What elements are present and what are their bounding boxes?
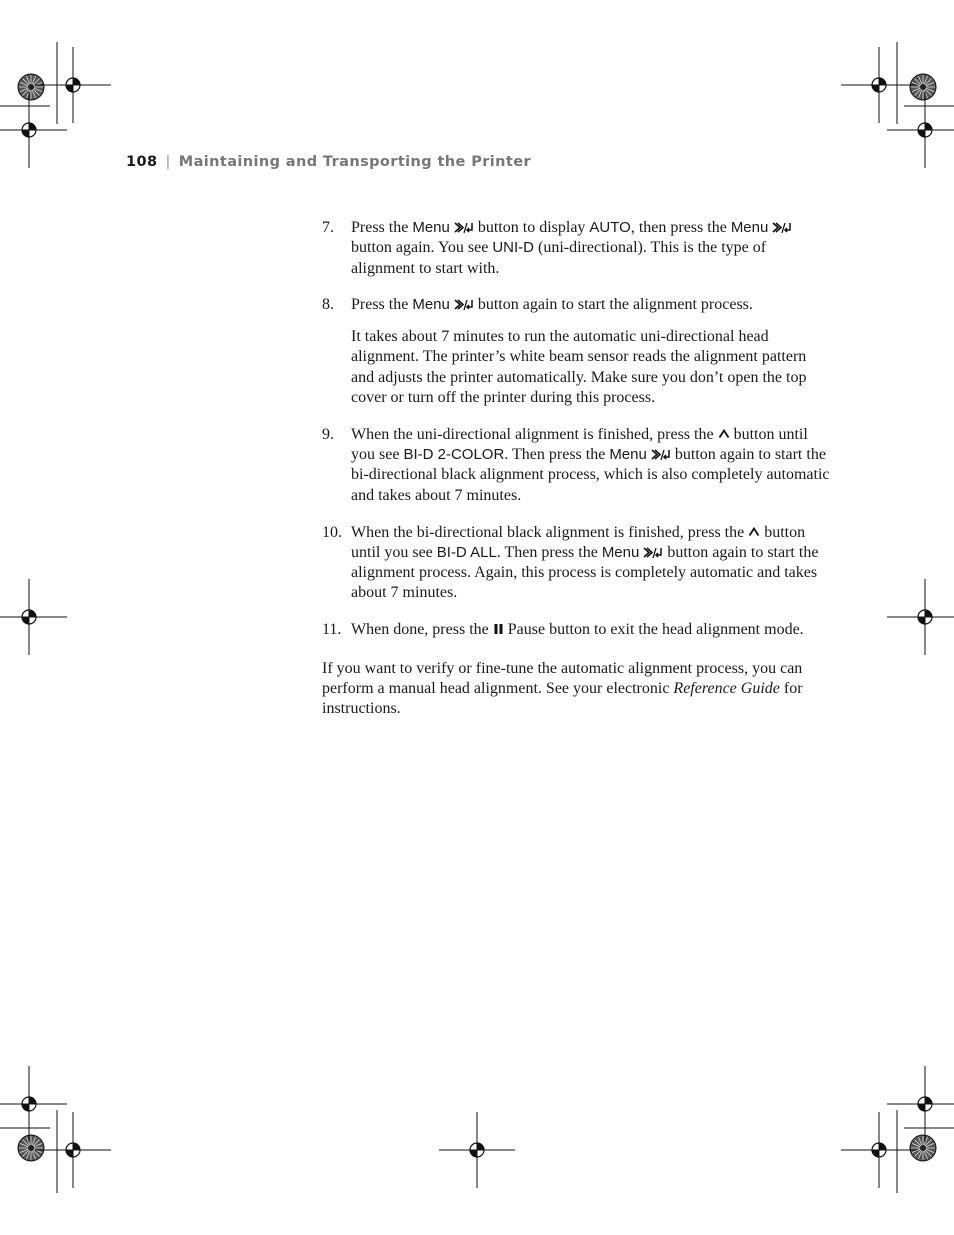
step-7 (322, 218, 832, 279)
step-number: 7. (322, 219, 334, 236)
closing-paragraph: If you want to verify or fine-tune the automatic alignment process, you can perform a manual head alignment. See your electronic Reference Guide for instructions. (322, 659, 803, 718)
up-arrow-icon (748, 526, 760, 538)
step-11 (322, 620, 832, 640)
pause-icon (493, 623, 504, 635)
running-header (126, 154, 531, 170)
step-8 (322, 295, 832, 408)
step-text: When the uni-directional alignment is finished, press the button until you see BI-D 2-COLOR. Then press the Menu button again to start the bi-directional black alignment process, which is also completely automatic and takes about 7 minutes. (351, 425, 830, 504)
step-number: 8. (322, 296, 334, 314)
bi-d-2-color-label: BI-D 2-COLOR (403, 446, 505, 464)
page-number: 108 (126, 154, 158, 170)
menu-enter-icon (772, 221, 792, 234)
menu-enter-icon (651, 448, 671, 461)
menu-label: Menu (609, 446, 647, 464)
auto-label: AUTO (589, 219, 631, 236)
menu-enter-icon (454, 221, 474, 234)
step-number: 11. (322, 621, 342, 639)
up-arrow-icon (718, 428, 730, 440)
step-text: Press the Menu button to display AUTO, then press the Menu button again. You see UNI-D (uni-directional). This is the type of alignment to start with. (351, 218, 832, 279)
menu-enter-icon (454, 298, 474, 311)
step-text: When done, press the Pause button to exit the head alignment mode. (351, 621, 804, 639)
reference-guide-title: Reference Guide (673, 679, 780, 697)
step-number: 10. (322, 523, 342, 541)
step-10 (322, 523, 832, 604)
bi-d-all-label: BI-D ALL (436, 543, 497, 561)
menu-label: Menu (412, 219, 450, 236)
menu-label: Menu (601, 543, 640, 561)
main-content (322, 218, 832, 719)
menu-label: Menu (730, 219, 769, 236)
uni-d-label: UNI-D (492, 239, 534, 257)
header-separator: | (165, 154, 171, 170)
step-number: 9. (322, 425, 334, 443)
step-text: Press the Menu button again to start the alignment process. (351, 296, 753, 314)
menu-enter-icon (643, 546, 663, 559)
step-note: It takes about 7 minutes to run the automatic uni-directional head alignment. The printer’s white beam sensor reads the alignment pattern and adjusts the printer automatically. Make sure you don’t open the top cover or turn off the printer during this process. (351, 328, 807, 407)
menu-label: Menu (412, 296, 450, 314)
step-text: When the bi-directional black alignment is finished, press the button until you see BI-D ALL. Then press the Menu button again to start the alignment process. Again, this process is completely automatic and takes about 7 minutes. (351, 523, 819, 602)
chapter-title: Maintaining and Transporting the Printer (178, 154, 531, 170)
step-9 (322, 425, 832, 506)
